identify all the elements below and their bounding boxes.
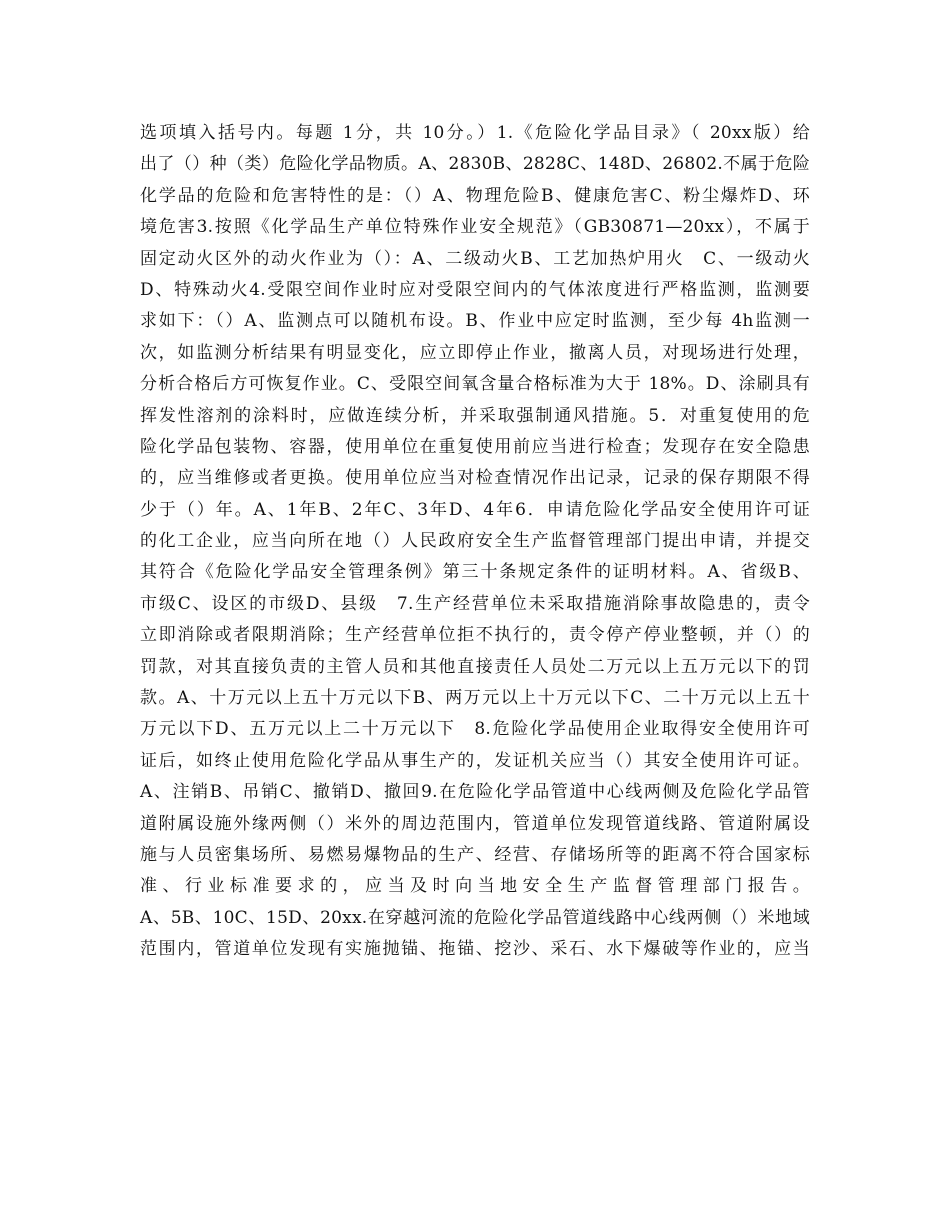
document-body: [140, 118, 810, 966]
text-line: 出了（）种（类）危险化学品物质。A、2830B、2828C、148D、26802.不属于危险: [140, 154, 810, 175]
text-line: A、5B、10C、15D、20xx.在穿越河流的危险化学品管道线路中心线两侧（）米地域: [140, 907, 810, 928]
text-line: 境危害3.按照《化学品生产单位特殊作业安全规范》（GB30871—20xx），不属于: [140, 217, 810, 238]
text-line: 范围内，管道单位发现有实施抛锚、拖锚、挖沙、采石、水下爆破等作业的，应当: [140, 939, 810, 960]
text-line: 施与人员密集场所、易燃易爆物品的生产、经营、存储场所等的距离不符合国家标: [140, 844, 810, 865]
text-line: 道附属设施外缘两侧（）米外的周边范围内，管道单位发现管道线路、管道附属设: [140, 813, 810, 834]
text-line: 固定动火区外的动火作业为（）：A、二级动火B、工艺加热炉用火 C、一级动火: [140, 248, 810, 269]
text-line: A、注销B、吊销C、撤销D、撤回9.在危险化学品管道中心线两侧及危险化学品管: [140, 782, 810, 803]
text-line: 的化工企业，应当向所在地（）人民政府安全生产监督管理部门提出申请，并提交: [140, 531, 810, 552]
text-line: 险化学品包装物、容器，使用单位在重复使用前应当进行检查；发现存在安全隐患: [140, 436, 810, 457]
text-line: 分析合格后方可恢复作业。C、受限空间氧含量合格标准为大于 18%。D、涂刷具有: [140, 374, 810, 395]
text-line: D、特殊动火4.受限空间作业时应对受限空间内的气体浓度进行严格监测，监测要: [140, 279, 810, 300]
text-line: 选项填入括号内。每题 1分，共 10分。）1.《危险化学品目录》（ 20xx版）给: [140, 123, 810, 143]
text-line: 化学品的危险和危害特性的是：（）A、物理危险B、健康危害C、粉尘爆炸D、环: [140, 185, 810, 206]
text-line: 证后，如终止使用危险化学品从事生产的，发证机关应当（）其安全使用许可证。: [140, 750, 810, 771]
text-line: 款。A、十万元以上五十万元以下B、两万元以上十万元以下C、二十万元以上五十: [140, 688, 810, 709]
text-line: 万元以下D、五万元以上二十万元以下 8.危险化学品使用企业取得安全使用许可: [140, 719, 810, 740]
text-line: 少于（）年。A、1年B、2年C、3年D、4年6．申请危险化学品安全使用许可证: [140, 499, 810, 520]
text-line: 的，应当维修或者更换。使用单位应当对检查情况作出记录，记录的保存期限不得: [140, 468, 810, 489]
text-line: 市级C、设区的市级D、县级 7.生产经营单位未采取措施消除事故隐患的，责令: [140, 593, 810, 614]
text-line: 立即消除或者限期消除；生产经营单位拒不执行的，责令停产停业整顿，并（）的: [140, 625, 810, 646]
text-line: 罚款，对其直接负责的主管人员和其他直接责任人员处二万元以上五万元以下的罚: [140, 656, 810, 677]
text-line: 其符合《危险化学品安全管理条例》第三十条规定条件的证明材料。A、省级B、: [140, 562, 810, 583]
text-line: 次，如监测分析结果有明显变化，应立即停止作业，撤离人员，对现场进行处理，: [140, 342, 810, 363]
text-line: 挥发性溶剂的涂料时，应做连续分析，并采取强制通风措施。5．对重复使用的危: [140, 405, 810, 426]
text-line: 求如下：（）A、监测点可以随机布设。B、作业中应定时监测，至少每 4h监测一: [140, 311, 810, 332]
text-line: 准、行业标准要求的，应当及时向当地安全生产监督管理部门报告。: [140, 876, 810, 897]
